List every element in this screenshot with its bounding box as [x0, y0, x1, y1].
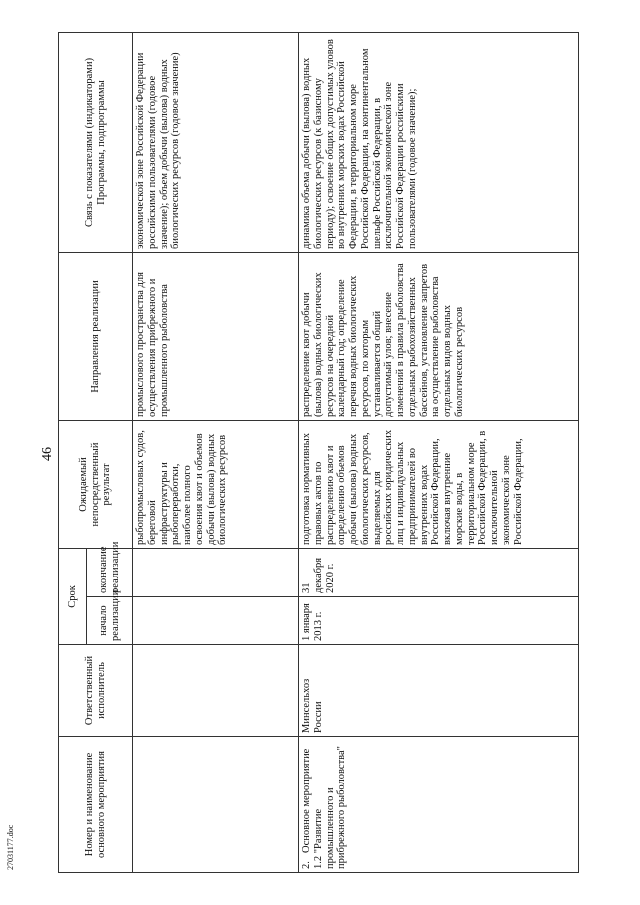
cell-directions: промыслового пространства для осуществления прибрежного и промышленного рыболовства: [133, 252, 299, 420]
rotated-table-container: [58, 33, 603, 873]
row-name: Основное мероприятие 1.2 "Развитие промышленного и прибрежного рыболовства": [301, 746, 348, 869]
cell-end: 31 декабря 2020 г.: [299, 548, 579, 596]
page-number: 46: [40, 447, 55, 461]
col-header-executor: Ответственный исполнитель: [59, 645, 133, 737]
cell-executor: Минсельхоз России: [299, 645, 579, 737]
cell-end-empty: [133, 548, 299, 596]
cell-expected-result: подготовка нормативных правовых актов по распределению квот и определению объемов добычи (вылова) водных биологических ресурсов, выделяемых для российских юридических лиц и индивидуальных предпринимателей во внутренних водах Российской Федерации, включая внутренние морские воды, в территориальном море Российской Федерации, в исключительной экономической зоне Российской Федерации,: [299, 420, 579, 548]
cell-executor-empty: [133, 645, 299, 737]
cell-start-empty: [133, 597, 299, 645]
table-row-continued: [133, 32, 299, 872]
col-header-name: Номер и наименование основного мероприятия: [59, 737, 133, 873]
footer-doc-code: 27031177.doc: [6, 824, 15, 870]
cell-name-empty: [133, 737, 299, 873]
cell-link: экономической зоне Российской Федерации российскими пользователями (годовое значение); объем добычи (вылова) водных биологических ресурсов (годовое значение): [133, 32, 299, 252]
col-header-end: окончание реализации: [87, 548, 133, 596]
col-header-link: Связь с показателями (индикаторами) Программы, подпрограммы: [59, 32, 133, 252]
header-row: [59, 32, 87, 872]
cell-link: динамика объема добычи (вылова) водных биологических ресурсов (к базисному периоду); освоение общих допустимых уловов во внутренних морских водах Российской Федерации, в территориальном море Российской Федерации, на континентальном шельфе Российской Федерации, в исключительной экономической зоне Российской Федерации российскими пользователями (годовое значение);: [299, 32, 579, 252]
cell-expected-result: рыбопромысловых судов, береговой инфраструктуры и рыбопереработки, наиболее полного освоения квот и объемов добычи (вылова) водных биологических ресурсов: [133, 420, 299, 548]
cell-name: [299, 737, 579, 873]
col-header-term: Срок: [59, 548, 87, 644]
row-number: 2.: [301, 861, 312, 869]
table-row-measure-1-2: [299, 32, 579, 872]
cell-start: 1 января 2013 г.: [299, 597, 579, 645]
col-header-start: начало реализации: [87, 597, 133, 645]
cell-directions: распределение квот добычи (вылова) водных биологических ресурсов на очередной календарный год; определение перечня водных биологических ресурсов, по которым устанавливается общий допустимый улов; внесение изменений в правила рыболовства отдельных рыбохозяйственных бассейнов, установление запретов на осуществление рыболовства отдельных видов водных биологических ресурсов: [299, 252, 579, 420]
col-header-directions: Направления реализации: [59, 252, 133, 420]
measures-table: [58, 32, 579, 873]
col-header-expected-result: Ожидаемый непосредственный результат: [59, 420, 133, 548]
